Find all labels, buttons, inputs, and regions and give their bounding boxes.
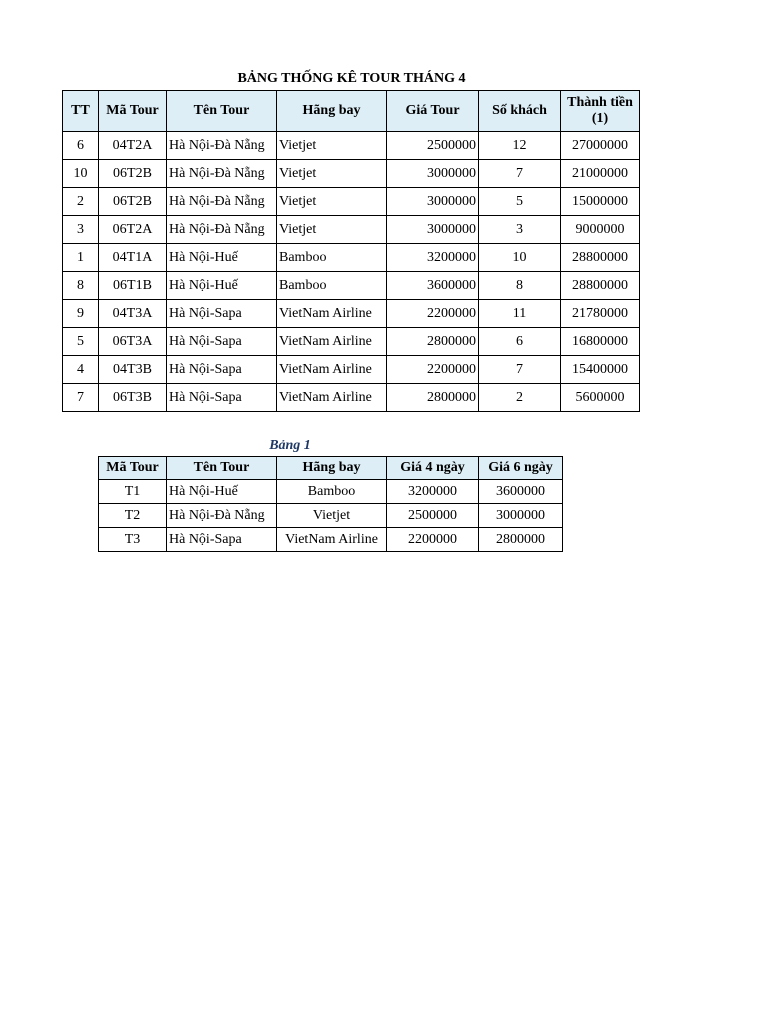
cell-so-khach: 12 (479, 132, 561, 160)
cell-thanh-tien: 5600000 (561, 384, 640, 412)
cell-ma-tour: 06T2B (99, 160, 167, 188)
cell-tt: 10 (63, 160, 99, 188)
cell-hang-bay: VietNam Airline (277, 328, 387, 356)
cell-hang-bay: Vietjet (277, 188, 387, 216)
header-ma-tour: Mã Tour (99, 457, 167, 480)
cell-ten-tour: Hà Nội-Sapa (167, 328, 277, 356)
cell-gia-tour: 3000000 (387, 188, 479, 216)
cell-thanh-tien: 28800000 (561, 272, 640, 300)
table-row (99, 504, 563, 528)
cell-ma-tour: 06T2B (99, 188, 167, 216)
cell-so-khach: 7 (479, 356, 561, 384)
header-hang-bay: Hãng bay (277, 91, 387, 132)
cell-ma-tour: 04T3A (99, 300, 167, 328)
cell-tt: 7 (63, 384, 99, 412)
cell-gia-tour: 2200000 (387, 300, 479, 328)
cell-thanh-tien: 15000000 (561, 188, 640, 216)
header-thanh-tien: Thành tiền (1) (561, 91, 640, 132)
table-row (63, 272, 640, 300)
cell-tt: 9 (63, 300, 99, 328)
cell-so-khach: 7 (479, 160, 561, 188)
cell-ten-tour: Hà Nội-Sapa (167, 528, 277, 552)
cell-tt: 1 (63, 244, 99, 272)
table-row (63, 244, 640, 272)
cell-ma-tour: 06T3B (99, 384, 167, 412)
cell-gia-tour: 2800000 (387, 328, 479, 356)
cell-gia-tour: 2800000 (387, 384, 479, 412)
cell-ma-tour: T2 (99, 504, 167, 528)
cell-thanh-tien: 21780000 (561, 300, 640, 328)
table-row (63, 188, 640, 216)
cell-gia-tour: 3000000 (387, 216, 479, 244)
cell-hang-bay: VietNam Airline (277, 356, 387, 384)
cell-tt: 8 (63, 272, 99, 300)
cell-ma-tour: 06T3A (99, 328, 167, 356)
cell-hang-bay: VietNam Airline (277, 384, 387, 412)
header-hang-bay: Hãng bay (277, 457, 387, 480)
cell-so-khach: 2 (479, 384, 561, 412)
cell-hang-bay: VietNam Airline (277, 528, 387, 552)
cell-hang-bay: Vietjet (277, 132, 387, 160)
cell-gia-tour: 2500000 (387, 132, 479, 160)
cell-thanh-tien: 21000000 (561, 160, 640, 188)
cell-ten-tour: Hà Nội-Đà Nẵng (167, 160, 277, 188)
cell-gia-4-ngay: 2200000 (387, 528, 479, 552)
cell-hang-bay: Bamboo (277, 272, 387, 300)
cell-ten-tour: Hà Nội-Huế (167, 480, 277, 504)
header-ten-tour: Tên Tour (167, 457, 277, 480)
cell-thanh-tien: 28800000 (561, 244, 640, 272)
header-gia-4-ngay: Giá 4 ngày (387, 457, 479, 480)
header-ten-tour: Tên Tour (167, 91, 277, 132)
cell-gia-6-ngay: 2800000 (479, 528, 563, 552)
cell-tt: 2 (63, 188, 99, 216)
cell-ten-tour: Hà Nội-Đà Nẵng (167, 216, 277, 244)
cell-hang-bay: Bamboo (277, 244, 387, 272)
cell-gia-4-ngay: 3200000 (387, 480, 479, 504)
cell-ten-tour: Hà Nội-Huế (167, 244, 277, 272)
cell-ma-tour: T1 (99, 480, 167, 504)
cell-ten-tour: Hà Nội-Sapa (167, 356, 277, 384)
cell-so-khach: 8 (479, 272, 561, 300)
cell-gia-4-ngay: 2500000 (387, 504, 479, 528)
cell-ten-tour: Hà Nội-Sapa (167, 300, 277, 328)
cell-hang-bay: VietNam Airline (277, 300, 387, 328)
cell-ten-tour: Hà Nội-Đà Nẵng (167, 132, 277, 160)
table-row (63, 132, 640, 160)
cell-gia-tour: 3200000 (387, 244, 479, 272)
cell-ten-tour: Hà Nội-Đà Nẵng (167, 504, 277, 528)
cell-thanh-tien: 15400000 (561, 356, 640, 384)
cell-hang-bay: Bamboo (277, 480, 387, 504)
cell-thanh-tien: 9000000 (561, 216, 640, 244)
cell-so-khach: 3 (479, 216, 561, 244)
table-row (63, 300, 640, 328)
header-tt: TT (63, 91, 99, 132)
cell-tt: 5 (63, 328, 99, 356)
table-header-row (99, 457, 563, 480)
table-row (63, 356, 640, 384)
header-ma-tour: Mã Tour (99, 91, 167, 132)
tour-statistics-table (62, 90, 640, 412)
cell-ma-tour: 04T1A (99, 244, 167, 272)
page-title: BẢNG THỐNG KÊ TOUR THÁNG 4 (237, 71, 466, 86)
table-header-row (63, 91, 640, 132)
cell-ma-tour: T3 (99, 528, 167, 552)
cell-gia-6-ngay: 3000000 (479, 504, 563, 528)
table-row (63, 384, 640, 412)
cell-thanh-tien: 27000000 (561, 132, 640, 160)
table-row (99, 528, 563, 552)
table-row (63, 328, 640, 356)
cell-ma-tour: 06T2A (99, 216, 167, 244)
cell-thanh-tien: 16800000 (561, 328, 640, 356)
cell-so-khach: 5 (479, 188, 561, 216)
cell-gia-tour: 2200000 (387, 356, 479, 384)
cell-so-khach: 6 (479, 328, 561, 356)
cell-ma-tour: 04T3B (99, 356, 167, 384)
cell-ten-tour: Hà Nội-Sapa (167, 384, 277, 412)
cell-ten-tour: Hà Nội-Đà Nẵng (167, 188, 277, 216)
header-so-khach: Số khách (479, 91, 561, 132)
cell-so-khach: 11 (479, 300, 561, 328)
cell-so-khach: 10 (479, 244, 561, 272)
tour-reference-table (98, 456, 563, 552)
cell-hang-bay: Vietjet (277, 216, 387, 244)
table-row (63, 216, 640, 244)
header-gia-tour: Giá Tour (387, 91, 479, 132)
reference-table-caption: Bảng 1 (269, 438, 311, 453)
cell-gia-tour: 3000000 (387, 160, 479, 188)
cell-gia-tour: 3600000 (387, 272, 479, 300)
cell-tt: 3 (63, 216, 99, 244)
cell-hang-bay: Vietjet (277, 160, 387, 188)
cell-ma-tour: 06T1B (99, 272, 167, 300)
cell-tt: 6 (63, 132, 99, 160)
table-row (63, 160, 640, 188)
cell-hang-bay: Vietjet (277, 504, 387, 528)
table-row (99, 480, 563, 504)
cell-ma-tour: 04T2A (99, 132, 167, 160)
cell-tt: 4 (63, 356, 99, 384)
cell-ten-tour: Hà Nội-Huế (167, 272, 277, 300)
cell-gia-6-ngay: 3600000 (479, 480, 563, 504)
header-gia-6-ngay: Giá 6 ngày (479, 457, 563, 480)
